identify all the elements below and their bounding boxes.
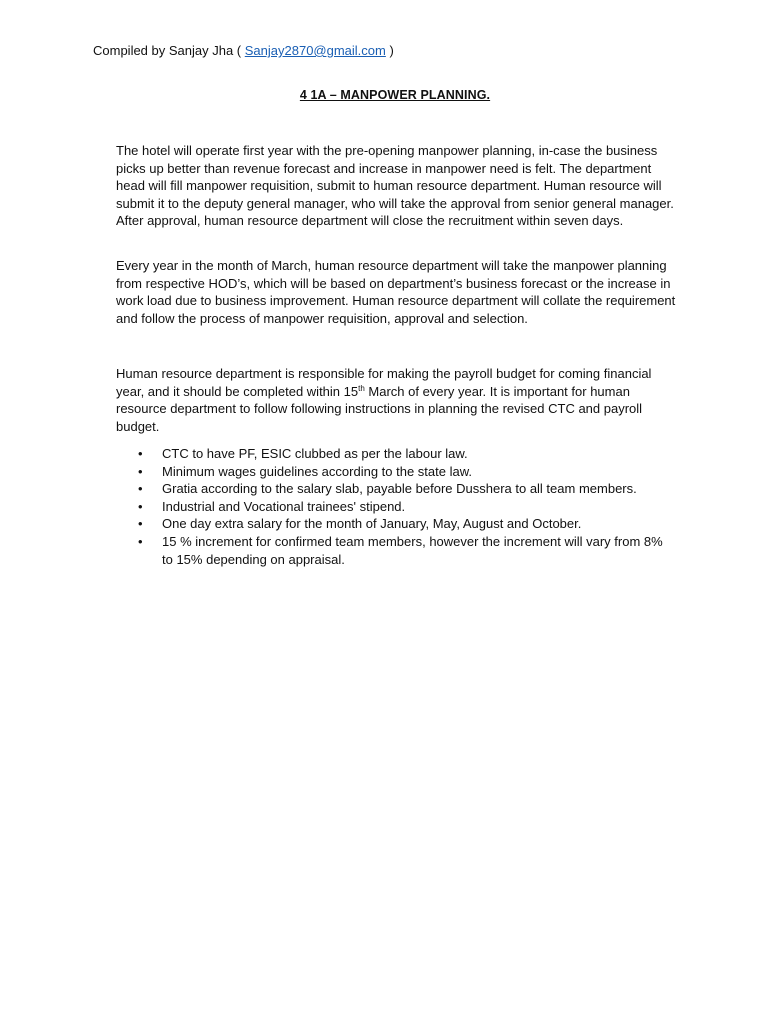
list-item [116, 463, 676, 481]
paragraph-preopening [116, 142, 676, 230]
compiled-by-line [93, 42, 394, 60]
paragraph-annual-planning [116, 257, 676, 327]
bullet-icon: • [138, 516, 143, 532]
bullet-icon: • [138, 446, 143, 461]
payroll-instructions-list [116, 445, 676, 568]
list-item-text: Minimum wages guidelines according to the state law. [162, 463, 472, 479]
bullet-icon: • [138, 463, 143, 479]
payroll-text-part1: Human resource department is responsible for making the payroll budget for coming financial year, and it should be completed within 15 [116, 366, 652, 399]
paragraph-text: The hotel will operate first year with the pre-opening manpower planning, in-case the business picks up better than revenue forecast and increase in manpower need is felt. The department head will fill manpower requisition, submit to human resource department. Human resource will submit it to the deputy general manager, who will take the approval from senior general manager. After approval, human resource department will close the recruitment within seven days. [116, 143, 674, 229]
paragraph-text [116, 365, 676, 435]
paragraph-payroll-budget [116, 365, 676, 435]
bullet-icon: • [138, 481, 143, 497]
list-item [116, 445, 676, 463]
list-item-text: CTC to have PF, ESIC clubbed as per the labour law. [162, 446, 468, 461]
bullet-icon: • [138, 498, 143, 514]
list-item-text: Industrial and Vocational trainees' stipend. [162, 498, 406, 514]
email-link[interactable]: Sanjay2870@gmail.com [244, 43, 386, 58]
section-title: 4 1A – MANPOWER PLANNING. [299, 88, 491, 102]
list-item [116, 533, 676, 568]
list-item-text: Gratia according to the salary slab, payable before Dusshera to all team members. [162, 481, 637, 497]
list-item-text: One day extra salary for the month of January, May, August and October. [162, 516, 582, 532]
compiled-by-text: Compiled by Sanjay Jha ( [93, 43, 245, 58]
list-item [116, 515, 676, 533]
payroll-text-part2: March of every year. It is important for human resource department to follow following instructions in planning the revised CTC and payroll budget. [116, 383, 643, 434]
ordinal-superscript: th [358, 383, 365, 393]
list-item [116, 498, 676, 516]
list-item [116, 480, 676, 498]
paragraph-text: Every year in the month of March, human resource department will take the manpower planning from respective HOD’s, which will be based on department’s business forecast or the increase in work load due to business improvement. Human resource department will collate the requirement and follow the process of manpower requisition, approval and selection. [116, 258, 676, 326]
compiled-by-close: ) [385, 43, 394, 58]
bullet-icon: • [138, 533, 143, 549]
list-item-text: 15 % increment for confirmed team members, however the increment will vary from 8% to 15% depending on appraisal. [162, 533, 663, 567]
